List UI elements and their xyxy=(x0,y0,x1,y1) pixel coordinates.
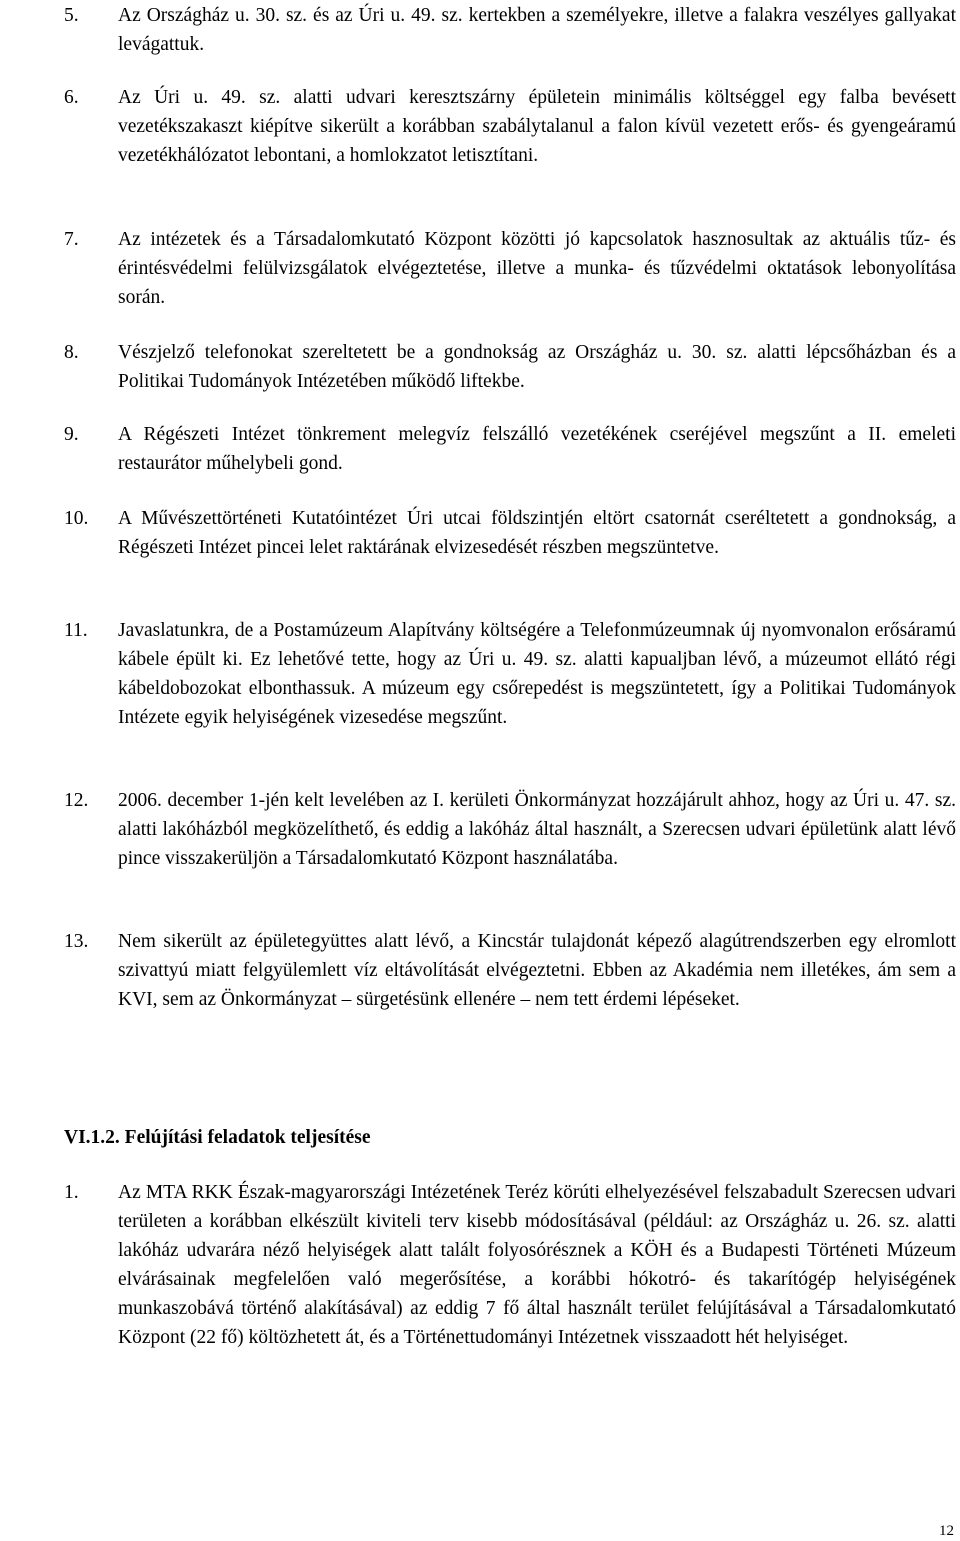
list-item-number: 1. xyxy=(64,1182,79,1203)
list-item-text: A Művészettörténeti Kutatóintézet Úri utcai földszintjén eltört csatornát cseréltetett a gondnokság, a Régészeti Intézet pincei lelet raktárának elvizesedését részben megszüntetve. xyxy=(118,508,956,558)
list-item-number: 13. xyxy=(64,931,89,952)
section-heading: VI.1.2. Felújítási feladatok teljesítése xyxy=(64,1127,371,1148)
list-item-text: A Régészeti Intézet tönkrement melegvíz felszálló vezetékének cseréjével megszűnt a II. emeleti restaurátor műhelybeli gond. xyxy=(118,424,956,474)
list-item-number: 8. xyxy=(64,342,79,363)
list-item-9 xyxy=(64,420,956,478)
list-item-text: Vészjelző telefonokat szereltetett be a gondnokság az Országház u. 30. sz. alatti lépcsőházban és a Politikai Tudományok Intézetében működő liftekbe. xyxy=(118,342,956,392)
list-item-number: 5. xyxy=(64,5,79,26)
list-item-number: 10. xyxy=(64,508,89,529)
list-item-text: Az MTA RKK Észak-magyarországi Intézetének Teréz körúti elhelyezésével felszabadult Szerecsen udvari területen a korábban elkészült kiviteli terv kisebb módosításával (például: az Országház u. 26. sz. alatti lakóház udvarára néző helyiségek alatt talált folyosórésznek a KÖH és a Budapesti Történeti Múzeum elvárásainak megfelelően való megerősítése, a korábbi hókotró- és takarítógép helyiségének munkaszobává történő alakításával) az eddig 7 fő által használt terület felújításával a Társadalomkutató Központ (22 fő) költözhetett át, és a Történettudományi Intézetnek visszaadott hét helyiséget. xyxy=(118,1182,956,1348)
list-item-number: 9. xyxy=(64,424,79,445)
list-item-text: Nem sikerült az épületegyüttes alatt lévő, a Kincstár tulajdonát képező alagútrendszerben egy elromlott szivattyú miatt felgyülemlett víz eltávolítását elvégeztetni. Ebben az Akadémia nem illetékes, ám sem a KVI, sem az Önkormányzat – sürgetésünk ellenére – nem tett érdemi lépéseket. xyxy=(118,931,956,1010)
list-item-10 xyxy=(64,504,956,562)
list-item-number: 7. xyxy=(64,229,79,250)
list-item-12 xyxy=(64,786,956,873)
list-item-13 xyxy=(64,927,956,1014)
list-item-11 xyxy=(64,616,956,732)
list-item-text: Az Úri u. 49. sz. alatti udvari keresztszárny épületein minimális költséggel egy falba bevésett vezetékszakaszt kiépítve sikerült a korábban szabálytalanul a falon kívül vezetett erős- és gyengeáramú vezetékhálózatot lebontani, a homlokzatot letisztítani. xyxy=(118,87,956,166)
list-item-5 xyxy=(64,1,956,59)
list-item-number: 11. xyxy=(64,620,88,641)
list-item-6 xyxy=(64,83,956,170)
list-item-text: Az intézetek és a Társadalomkutató Központ közötti jó kapcsolatok hasznosultak az aktuális tűz- és érintésvédelmi felülvizsgálatok elvégeztetése, illetve a munka- és tűzvédelmi oktatások lebonyolítása során. xyxy=(118,229,956,308)
list-item-1 xyxy=(64,1178,956,1352)
list-item-number: 6. xyxy=(64,87,79,108)
list-item-number: 12. xyxy=(64,790,89,811)
list-item-8 xyxy=(64,338,956,396)
list-item-text: Az Országház u. 30. sz. és az Úri u. 49. sz. kertekben a személyekre, illetve a falakra veszélyes gallyakat levágattuk. xyxy=(118,5,956,55)
list-item-7 xyxy=(64,225,956,312)
page-number: 12 xyxy=(939,1523,954,1539)
list-item-text: 2006. december 1-jén kelt levelében az I. kerületi Önkormányzat hozzájárult ahhoz, hogy az Úri u. 47. sz. alatti lakóházból megközelíthető, és eddig a lakóház által használt, a Szerecsen udvari épületünk alatt lévő pince visszakerüljön a Társadalomkutató Központ használatába. xyxy=(118,790,956,869)
list-item-text: Javaslatunkra, de a Postamúzeum Alapítvány költségére a Telefonmúzeumnak új nyomvonalon erősáramú kábele épült ki. Ez lehetővé tette, hogy az Úri u. 49. sz. alatti kapualjban lévő, a múzeumot ellátó régi kábeldobozokat elbonthassuk. A múzeum egy csőrepedést is megszüntetett, így a Politikai Tudományok Intézete egyik helyiségének vizesedése megszűnt. xyxy=(118,620,956,728)
